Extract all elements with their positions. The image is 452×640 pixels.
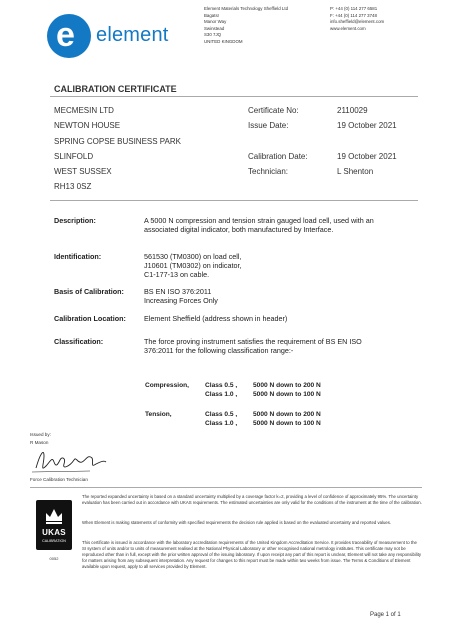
description-line: A 5000 N compression and tension strain gauged load cell, used with an bbox=[144, 216, 374, 225]
calibration-date-label: Calibration Date: bbox=[248, 151, 308, 161]
signatory-name: R Mason bbox=[30, 440, 49, 445]
ukas-number: 0052 bbox=[49, 556, 59, 561]
handwritten-signature bbox=[30, 444, 110, 476]
contact-line: F: +44 (0) 114 277 3748 bbox=[330, 12, 377, 18]
divider bbox=[30, 487, 422, 488]
page-number: Page 1 of 1 bbox=[370, 612, 401, 618]
location-value: Element Sheffield (address shown in header) bbox=[144, 314, 288, 323]
class-cell: Class 0.5 , bbox=[205, 411, 238, 418]
address-line: Element Materials Technology Sheffield Ltd bbox=[204, 6, 289, 11]
footer-conformity-text: When Element is making statements of conformity with specified requirements the decision rule applied is based on the evaluated uncertainty and reported values. bbox=[82, 520, 392, 525]
compression-label: Compression, bbox=[145, 382, 189, 389]
range-cell: 5000 N down to 200 N bbox=[253, 411, 321, 418]
crown-icon bbox=[43, 505, 65, 527]
issue-date-label: Issue Date: bbox=[248, 121, 289, 131]
classification-value bbox=[144, 337, 362, 355]
description-line: associated digital indicator, both manufactured by Interface. bbox=[144, 225, 334, 234]
location-label: Calibration Location: bbox=[54, 314, 126, 323]
classification-line: 376:2011 for the following classification range:- bbox=[144, 346, 294, 355]
header-address bbox=[204, 6, 288, 46]
certificate-title: CALIBRATION CERTIFICATE bbox=[54, 84, 177, 94]
logo-wordmark: element bbox=[96, 24, 169, 46]
certificate-no: 2110029 bbox=[337, 106, 368, 115]
range-cell: 5000 N down to 100 N bbox=[253, 420, 321, 427]
identification-value bbox=[144, 252, 242, 279]
range-cell: 5000 N down to 200 N bbox=[253, 382, 321, 389]
basis-value bbox=[144, 287, 218, 305]
contact-line: P: +44 (0) 114 277 6581 bbox=[330, 6, 378, 11]
customer-line: WEST SUSSEX bbox=[54, 167, 112, 177]
logo-e-letter: e bbox=[56, 16, 75, 54]
ukas-label: UKAS bbox=[42, 528, 66, 537]
customer-line: SLINFOLD bbox=[54, 151, 94, 161]
description-value bbox=[144, 216, 374, 234]
customer-address bbox=[54, 103, 181, 195]
issue-date: 19 October 2021 bbox=[337, 121, 397, 131]
address-line: UNITED KINGDOM bbox=[204, 38, 243, 44]
classification-line: The force proving instrument satisfies the requirement of BS EN ISO bbox=[144, 337, 362, 346]
identification-line: J10601 (TM0302) on indicator, bbox=[144, 261, 242, 270]
contact-website[interactable]: www.element.com bbox=[330, 25, 366, 31]
basis-line: BS EN ISO 376:2011 bbox=[144, 287, 212, 296]
footer-accreditation-text: This certificate is issued in accordance with the laboratory accreditation requirements of the United Kingdom Accreditation Service. It provides traceability of measurement to the SI system of units and/or to units of measurement realised at the National Physical Laboratory or other recognised national metrology institutes. This certificate may not be reproduced other than in full, except with the prior written approval of the issuing laboratory. If upon receipt any part of this report is unclear, Element will not take any responsibility for matters arising from any subsequent interpretation. Any request for changes to this report must be made within two weeks from issue. The Terms & Conditions of Element available upon request, apply to all services provided by Element. bbox=[82, 540, 422, 569]
tension-label: Tension, bbox=[145, 411, 172, 418]
calibration-date: 19 October 2021 bbox=[337, 151, 397, 161]
range-cell: 5000 N down to 100 N bbox=[253, 391, 321, 398]
certificate-no-label: Certificate No: bbox=[248, 106, 299, 115]
customer-line: SPRING COPSE BUSINESS PARK bbox=[54, 136, 181, 146]
class-cell: Class 0.5 , bbox=[205, 382, 238, 389]
divider bbox=[50, 96, 418, 97]
class-cell: Class 1.0 , bbox=[205, 391, 238, 398]
meta-values bbox=[337, 103, 397, 179]
address-line: Swinstead bbox=[204, 25, 225, 31]
identification-label: Identification: bbox=[54, 252, 102, 261]
identification-line: C1-177-13 on cable. bbox=[144, 270, 210, 279]
contact-email[interactable]: info.sheffield@element.com bbox=[330, 19, 385, 25]
address-line: S30 7JQ bbox=[204, 32, 222, 38]
issued-by-label: Issued by: bbox=[30, 432, 51, 437]
address-line: Bagatsr bbox=[204, 12, 220, 18]
signatory-role: Force Calibration Technician bbox=[30, 477, 88, 482]
customer-line: MECMESIN LTD bbox=[54, 106, 114, 115]
divider bbox=[50, 200, 418, 201]
technician-name: L Shenton bbox=[337, 167, 374, 177]
address-line: Manor Way bbox=[204, 19, 227, 25]
identification-line: 561530 (TM0300) on load cell, bbox=[144, 252, 242, 261]
footer-uncertainty-text: The reported expanded uncertainty is based on a standard uncertainty multiplied by a coverage factor k=2, providing a level of confidence of approximately 95%. The uncertainty evaluation has been carried out in accordance with UKAS requirements. The estimated uncertainties are only valid for the conditions of the instrument at the time of the calibration. bbox=[82, 494, 422, 505]
customer-line: RH13 0SZ bbox=[54, 182, 92, 192]
ukas-sublabel: CALIBRATION bbox=[42, 539, 66, 543]
classification-label: Classification: bbox=[54, 337, 104, 346]
technician-label: Technician: bbox=[248, 167, 289, 177]
description-label: Description: bbox=[54, 216, 96, 225]
customer-line: NEWTON HOUSE bbox=[54, 121, 121, 131]
meta-labels bbox=[248, 103, 308, 179]
basis-label: Basis of Calibration: bbox=[54, 287, 124, 296]
header-contact bbox=[330, 6, 384, 32]
basis-line: Increasing Forces Only bbox=[144, 296, 218, 305]
class-cell: Class 1.0 , bbox=[205, 420, 238, 427]
